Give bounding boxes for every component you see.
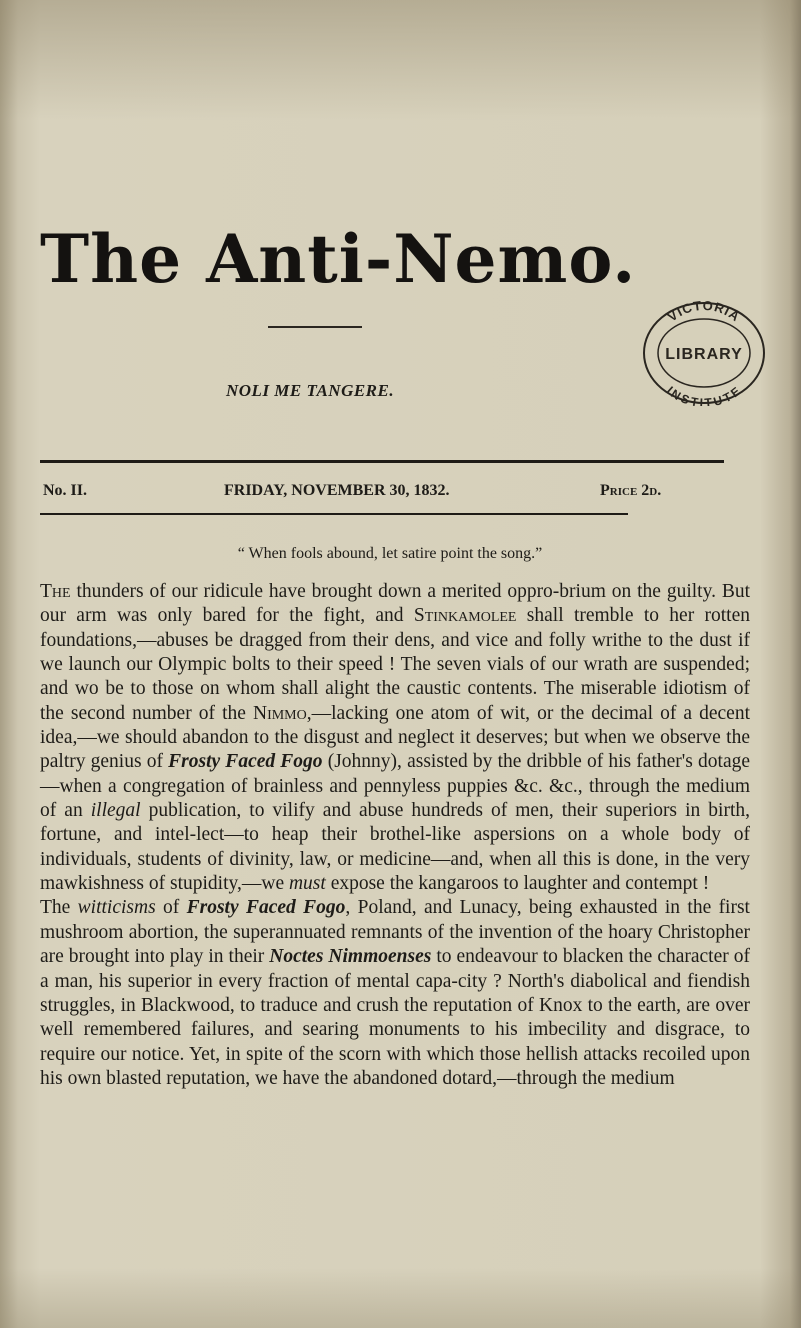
name-stinkamolee: Stinkamolee	[413, 605, 517, 627]
text-run: expose the kangaroos to laughter and contempt !	[325, 873, 710, 895]
masthead-title: The Anti-Nemo.	[40, 220, 637, 298]
name-frosty-faced-fogo: Frosty Faced Fogo	[168, 751, 323, 773]
text-run: to endeavour to blacken the character of a man, his superior in every fraction of mental capa-city ? North's diabolical and fiendish struggles, in Blackwood, to traduce and crush the reputation of Knox to the earth, are over well remembered failures, and searing monuments to his imbecility and disgrace, to require our notice. Yet, in spite of the scorn with which those hellish attacks recoiled upon his own blasted reputation, we have the abandoned dotard,—through the medium	[40, 946, 750, 1089]
text-run: shall tremble to her rotten foundations,—abuses be dragged from their dens, and vice and folly writhe to the dust if we launch our Olympic bolts to their speed ! The seven vials of our wrath are suspended; and wo be to those on whom shall alight the caustic contents. The miserable idiotism of the second number of the	[40, 605, 751, 724]
dateline	[40, 482, 730, 506]
text-run: , Poland, and Lunacy, being exhausted in the first mushroom abortion, the superannuated remnants of the invention of the hoary Christopher are brought into play in their	[40, 897, 750, 968]
issue-price: Price 2d.	[600, 482, 662, 499]
emphasis-witticisms: witticisms	[77, 897, 156, 919]
emphasis-must: must	[288, 873, 326, 895]
text-run: of	[155, 897, 187, 919]
text-run: (Johnny), assisted by the dribble of his father's dotage—when a congregation of brainless and pennyless puppies &c. &c., through the medium of an	[40, 751, 751, 822]
paragraph-2	[40, 896, 750, 1091]
masthead-rule	[268, 326, 362, 328]
library-stamp	[640, 298, 768, 406]
emphasis-illegal: illegal	[90, 800, 141, 822]
name-nimmo: Nimmo	[252, 702, 307, 724]
stamp-top-text: VICTORIA	[664, 298, 744, 325]
text-run: thunders of our ridicule have brought down a merited oppro-brium on the guilty. But our arm was only bared for the fight, and	[40, 581, 750, 627]
header-rule	[40, 460, 724, 463]
name-frosty-faced-fogo: Frosty Faced Fogo	[186, 897, 346, 919]
title-noctes-nimmoenses: Noctes Nimmoenses	[269, 946, 432, 968]
stamp-bottom-text: INSTITUTE	[663, 383, 744, 406]
issue-number: No. II.	[43, 482, 88, 499]
text-run: The	[40, 897, 78, 919]
motto: NOLI ME TANGERE.	[226, 381, 395, 400]
dateline-rule	[40, 513, 628, 515]
epigraph: “ When fools abound, let satire point the song.”	[237, 545, 543, 562]
issue-date: FRIDAY, NOVEMBER 30, 1832.	[224, 482, 450, 499]
text-run: ,—lacking one atom of wit, or the decimal of a decent idea,—we should abandon to the disgust and neglect it deserves; but when we observe the paltry genius of	[40, 702, 750, 773]
paragraph-1	[40, 580, 750, 896]
text-run: publication, to vilify and abuse hundreds of men, their superiors in birth, fortune, and intel-lect—to heap their brothel-like aspersions on a whole body of individuals, students of divinity, law, or medicine—and, when all this is done, in the very mawkishness of stupidity,—we	[40, 800, 750, 895]
article-body	[40, 580, 750, 1091]
opening-word: The	[40, 581, 71, 602]
stamp-center-text: LIBRARY	[665, 346, 743, 363]
